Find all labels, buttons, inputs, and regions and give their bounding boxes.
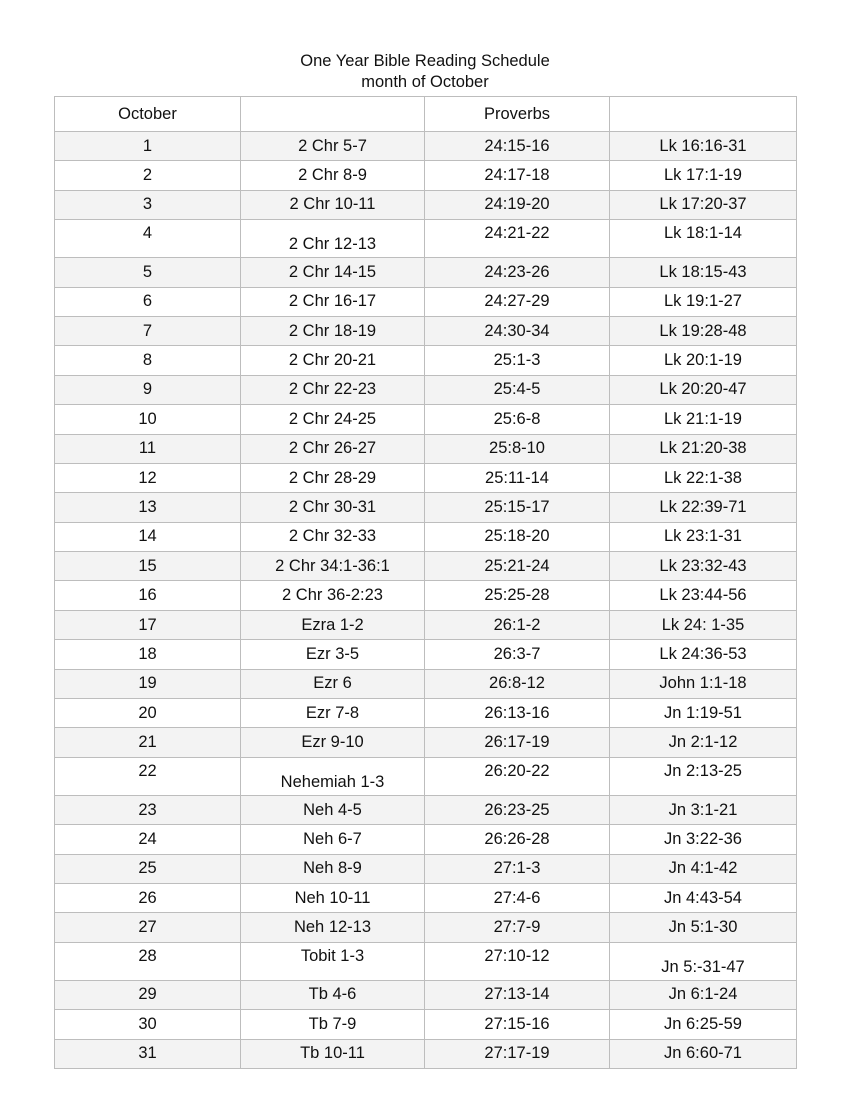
table-row <box>55 346 797 375</box>
old-testament-cell: 2 Chr 30-31 <box>241 493 425 522</box>
day-cell: 31 <box>55 1039 241 1068</box>
day-cell: 13 <box>55 493 241 522</box>
proverbs-cell: 25:25-28 <box>425 581 610 610</box>
old-testament-cell: Ezr 9-10 <box>241 728 425 757</box>
new-testament-cell: Lk 18:15-43 <box>610 258 797 287</box>
old-testament-cell: 2 Chr 8-9 <box>241 161 425 190</box>
new-testament-cell: Lk 23:32-43 <box>610 552 797 581</box>
day-cell: 15 <box>55 552 241 581</box>
day-cell: 9 <box>55 375 241 404</box>
day-cell: 17 <box>55 610 241 639</box>
table-row <box>55 581 797 610</box>
table-row <box>55 522 797 551</box>
table-row <box>55 552 797 581</box>
proverbs-cell: 26:17-19 <box>425 728 610 757</box>
day-cell: 8 <box>55 346 241 375</box>
new-testament-cell: Jn 1:19-51 <box>610 699 797 728</box>
header-new-testament <box>610 97 797 132</box>
day-cell: 19 <box>55 669 241 698</box>
header-proverbs: Proverbs <box>425 97 610 132</box>
table-row <box>55 728 797 757</box>
table-row <box>55 757 797 795</box>
proverbs-cell: 24:17-18 <box>425 161 610 190</box>
table-row <box>55 1010 797 1039</box>
table-row <box>55 699 797 728</box>
day-cell: 3 <box>55 190 241 219</box>
table-row <box>55 316 797 345</box>
new-testament-cell: John 1:1-18 <box>610 669 797 698</box>
table-row <box>55 375 797 404</box>
day-cell: 16 <box>55 581 241 610</box>
new-testament-cell: Jn 6:60-71 <box>610 1039 797 1068</box>
table-row <box>55 795 797 824</box>
table-row <box>55 980 797 1009</box>
old-testament-cell: 2 Chr 10-11 <box>241 190 425 219</box>
table-row <box>55 854 797 883</box>
day-cell: 30 <box>55 1010 241 1039</box>
day-cell: 10 <box>55 405 241 434</box>
proverbs-cell: 27:10-12 <box>425 942 610 980</box>
day-cell: 25 <box>55 854 241 883</box>
day-cell: 24 <box>55 825 241 854</box>
old-testament-cell: Neh 10-11 <box>241 883 425 912</box>
proverbs-cell: 25:11-14 <box>425 463 610 492</box>
new-testament-cell: Lk 24: 1-35 <box>610 610 797 639</box>
table-row <box>55 287 797 316</box>
proverbs-cell: 27:4-6 <box>425 883 610 912</box>
proverbs-cell: 25:1-3 <box>425 346 610 375</box>
table-row <box>55 463 797 492</box>
old-testament-cell: 2 Chr 34:1-36:1 <box>241 552 425 581</box>
proverbs-cell: 27:15-16 <box>425 1010 610 1039</box>
proverbs-cell: 26:20-22 <box>425 757 610 795</box>
new-testament-cell: Jn 2:1-12 <box>610 728 797 757</box>
new-testament-cell: Lk 23:44-56 <box>610 581 797 610</box>
day-cell: 21 <box>55 728 241 757</box>
proverbs-cell: 24:27-29 <box>425 287 610 316</box>
proverbs-cell: 25:18-20 <box>425 522 610 551</box>
new-testament-cell: Jn 5:-31-47 <box>610 942 797 980</box>
old-testament-cell: Neh 6-7 <box>241 825 425 854</box>
new-testament-cell: Lk 19:1-27 <box>610 287 797 316</box>
new-testament-cell: Jn 6:1-24 <box>610 980 797 1009</box>
table-row <box>55 610 797 639</box>
day-cell: 22 <box>55 757 241 795</box>
new-testament-cell: Jn 3:22-36 <box>610 825 797 854</box>
day-cell: 18 <box>55 640 241 669</box>
new-testament-cell: Jn 4:1-42 <box>610 854 797 883</box>
old-testament-cell: Tb 7-9 <box>241 1010 425 1039</box>
old-testament-cell: 2 Chr 16-17 <box>241 287 425 316</box>
old-testament-cell: 2 Chr 32-33 <box>241 522 425 551</box>
table-row <box>55 1039 797 1068</box>
old-testament-cell: Neh 4-5 <box>241 795 425 824</box>
document-title <box>0 51 850 93</box>
proverbs-cell: 26:26-28 <box>425 825 610 854</box>
new-testament-cell: Lk 17:1-19 <box>610 161 797 190</box>
day-cell: 28 <box>55 942 241 980</box>
day-cell: 1 <box>55 132 241 161</box>
new-testament-cell: Lk 21:1-19 <box>610 405 797 434</box>
table-row <box>55 132 797 161</box>
proverbs-cell: 25:15-17 <box>425 493 610 522</box>
old-testament-cell: Tb 4-6 <box>241 980 425 1009</box>
table-row <box>55 493 797 522</box>
new-testament-cell: Jn 2:13-25 <box>610 757 797 795</box>
old-testament-cell: Ezr 7-8 <box>241 699 425 728</box>
proverbs-cell: 25:8-10 <box>425 434 610 463</box>
old-testament-cell: Tb 10-11 <box>241 1039 425 1068</box>
old-testament-cell: 2 Chr 12-13 <box>241 220 425 258</box>
old-testament-cell: 2 Chr 36-2:23 <box>241 581 425 610</box>
proverbs-cell: 25:4-5 <box>425 375 610 404</box>
new-testament-cell: Lk 20:1-19 <box>610 346 797 375</box>
old-testament-cell: Neh 8-9 <box>241 854 425 883</box>
table-row <box>55 640 797 669</box>
table-row <box>55 161 797 190</box>
old-testament-cell: 2 Chr 5-7 <box>241 132 425 161</box>
proverbs-cell: 24:23-26 <box>425 258 610 287</box>
table-row <box>55 258 797 287</box>
old-testament-cell: Tobit 1-3 <box>241 942 425 980</box>
table-row <box>55 883 797 912</box>
proverbs-cell: 25:6-8 <box>425 405 610 434</box>
table-row <box>55 825 797 854</box>
day-cell: 20 <box>55 699 241 728</box>
proverbs-cell: 26:8-12 <box>425 669 610 698</box>
day-cell: 11 <box>55 434 241 463</box>
reading-schedule-table <box>54 96 797 1069</box>
old-testament-cell: 2 Chr 20-21 <box>241 346 425 375</box>
old-testament-cell: 2 Chr 22-23 <box>241 375 425 404</box>
table-row <box>55 669 797 698</box>
old-testament-cell: Nehemiah 1-3 <box>241 757 425 795</box>
proverbs-cell: 26:1-2 <box>425 610 610 639</box>
proverbs-cell: 27:13-14 <box>425 980 610 1009</box>
table-row <box>55 405 797 434</box>
header-old-testament <box>241 97 425 132</box>
day-cell: 23 <box>55 795 241 824</box>
day-cell: 7 <box>55 316 241 345</box>
new-testament-cell: Jn 6:25-59 <box>610 1010 797 1039</box>
proverbs-cell: 27:1-3 <box>425 854 610 883</box>
new-testament-cell: Lk 20:20-47 <box>610 375 797 404</box>
table-row <box>55 942 797 980</box>
title-line-1: One Year Bible Reading Schedule <box>300 52 550 70</box>
new-testament-cell: Jn 3:1-21 <box>610 795 797 824</box>
new-testament-cell: Lk 18:1-14 <box>610 220 797 258</box>
day-cell: 5 <box>55 258 241 287</box>
proverbs-cell: 24:21-22 <box>425 220 610 258</box>
proverbs-cell: 27:7-9 <box>425 913 610 942</box>
title-line-2: month of October <box>361 73 489 91</box>
new-testament-cell: Lk 23:1-31 <box>610 522 797 551</box>
day-cell: 2 <box>55 161 241 190</box>
proverbs-cell: 26:3-7 <box>425 640 610 669</box>
day-cell: 4 <box>55 220 241 258</box>
old-testament-cell: Ezra 1-2 <box>241 610 425 639</box>
old-testament-cell: Ezr 6 <box>241 669 425 698</box>
day-cell: 26 <box>55 883 241 912</box>
table-row <box>55 190 797 219</box>
day-cell: 6 <box>55 287 241 316</box>
new-testament-cell: Lk 17:20-37 <box>610 190 797 219</box>
day-cell: 12 <box>55 463 241 492</box>
day-cell: 27 <box>55 913 241 942</box>
proverbs-cell: 27:17-19 <box>425 1039 610 1068</box>
table-row <box>55 913 797 942</box>
new-testament-cell: Lk 19:28-48 <box>610 316 797 345</box>
proverbs-cell: 24:30-34 <box>425 316 610 345</box>
day-cell: 29 <box>55 980 241 1009</box>
header-row <box>55 97 797 132</box>
new-testament-cell: Lk 24:36-53 <box>610 640 797 669</box>
header-day: October <box>55 97 241 132</box>
new-testament-cell: Lk 21:20-38 <box>610 434 797 463</box>
new-testament-cell: Lk 22:39-71 <box>610 493 797 522</box>
table-row <box>55 434 797 463</box>
new-testament-cell: Jn 4:43-54 <box>610 883 797 912</box>
old-testament-cell: 2 Chr 18-19 <box>241 316 425 345</box>
old-testament-cell: 2 Chr 28-29 <box>241 463 425 492</box>
schedule-body <box>55 132 797 1069</box>
old-testament-cell: 2 Chr 26-27 <box>241 434 425 463</box>
proverbs-cell: 26:13-16 <box>425 699 610 728</box>
table-row <box>55 220 797 258</box>
old-testament-cell: Neh 12-13 <box>241 913 425 942</box>
proverbs-cell: 24:15-16 <box>425 132 610 161</box>
old-testament-cell: Ezr 3-5 <box>241 640 425 669</box>
day-cell: 14 <box>55 522 241 551</box>
old-testament-cell: 2 Chr 14-15 <box>241 258 425 287</box>
proverbs-cell: 24:19-20 <box>425 190 610 219</box>
new-testament-cell: Lk 22:1-38 <box>610 463 797 492</box>
old-testament-cell: 2 Chr 24-25 <box>241 405 425 434</box>
new-testament-cell: Jn 5:1-30 <box>610 913 797 942</box>
proverbs-cell: 25:21-24 <box>425 552 610 581</box>
new-testament-cell: Lk 16:16-31 <box>610 132 797 161</box>
proverbs-cell: 26:23-25 <box>425 795 610 824</box>
